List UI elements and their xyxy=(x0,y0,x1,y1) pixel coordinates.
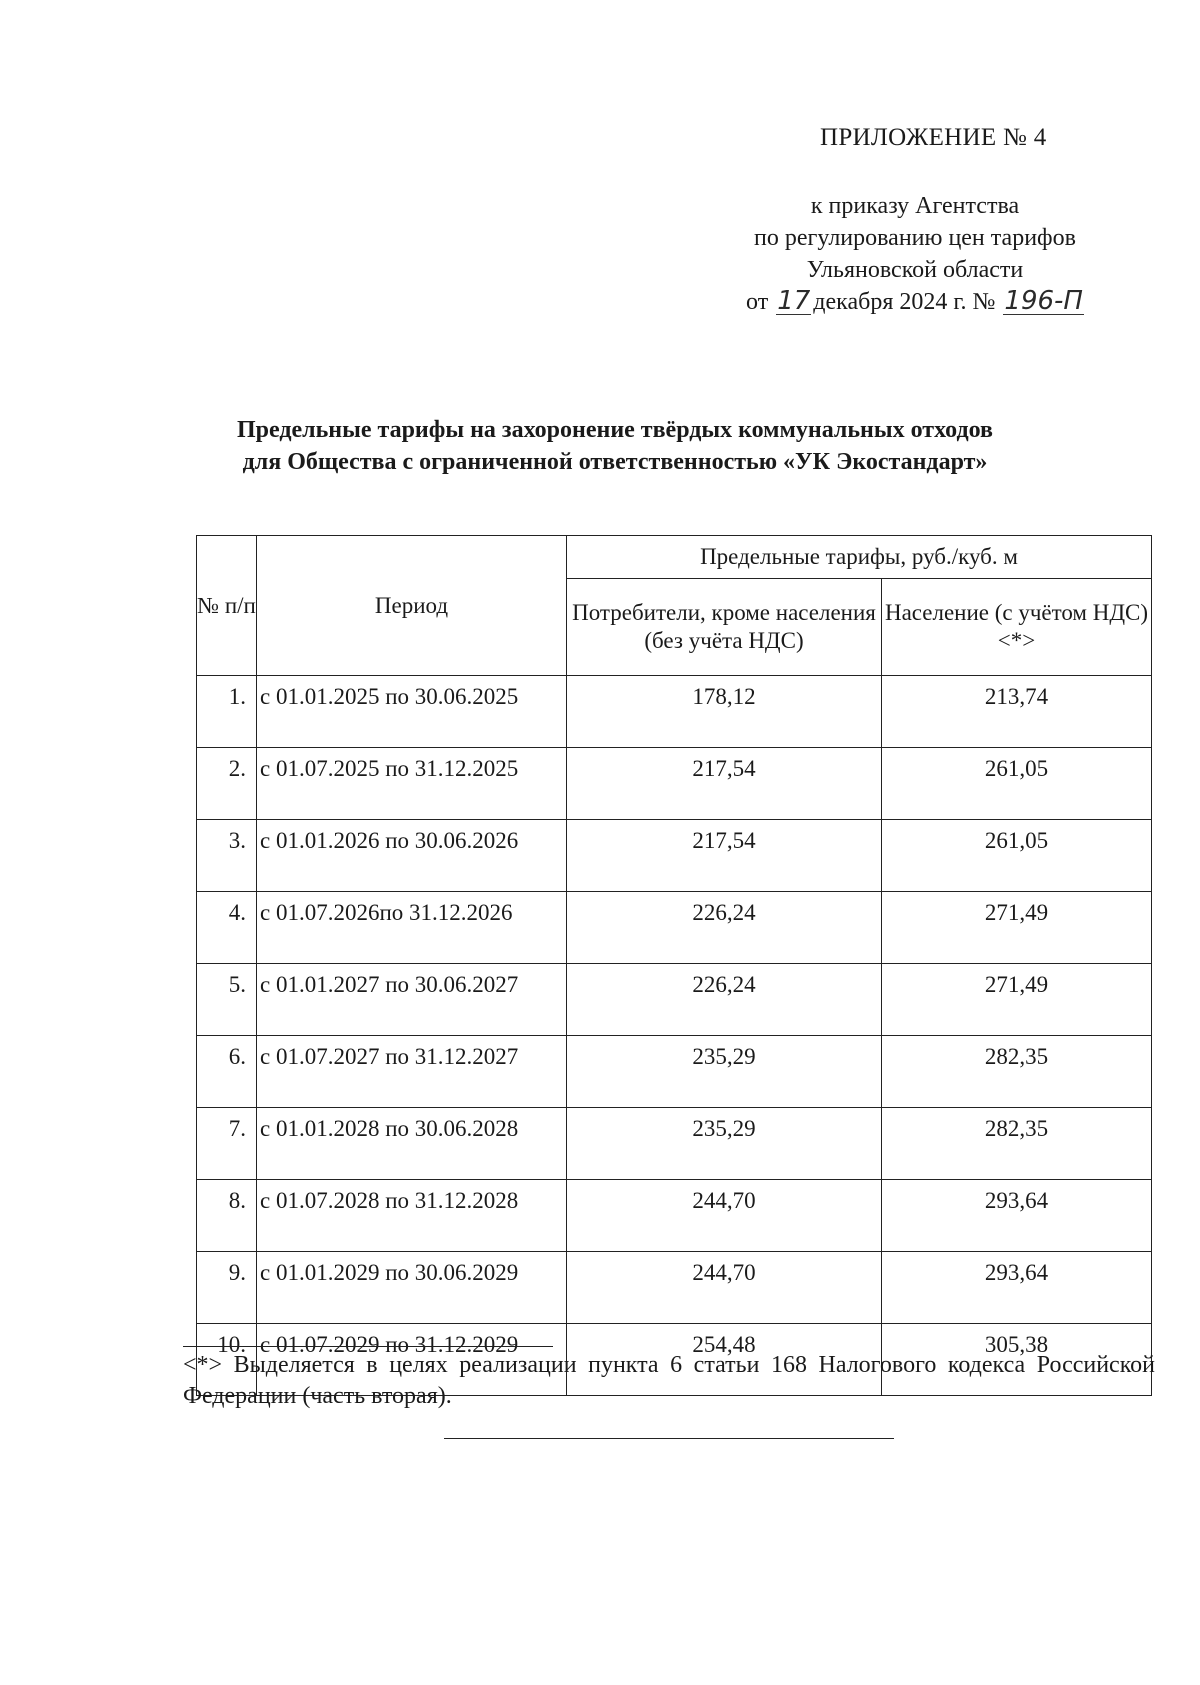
tariffs-table xyxy=(196,535,1152,1396)
row-population-tariff: 213,74 xyxy=(882,676,1152,748)
row-number: 5. xyxy=(197,964,257,1036)
table-row xyxy=(197,1036,1152,1108)
order-reference-line: Ульяновской области xyxy=(806,257,1024,283)
order-reference xyxy=(700,190,1130,318)
row-period: с 01.01.2029 по 30.06.2029 xyxy=(257,1252,567,1324)
row-period: с 01.01.2027 по 30.06.2027 xyxy=(257,964,567,1036)
row-number: 8. xyxy=(197,1180,257,1252)
column-header-number: № п/п xyxy=(197,536,257,676)
row-consumers-tariff: 217,54 xyxy=(567,748,882,820)
row-period: с 01.01.2025 по 30.06.2025 xyxy=(257,676,567,748)
row-population-tariff: 293,64 xyxy=(882,1252,1152,1324)
column-header-population: Население (с учётом НДС)<*> xyxy=(882,579,1152,676)
row-population-tariff: 261,05 xyxy=(882,748,1152,820)
table-row xyxy=(197,964,1152,1036)
row-consumers-tariff: 244,70 xyxy=(567,1252,882,1324)
footnote: <*> Выделяется в целях реализации пункта 6 статьи 168 Налогового кодекса Российской Федерации (часть вторая). xyxy=(183,1352,1155,1409)
row-number: 1. xyxy=(197,676,257,748)
row-period: с 01.07.2028 по 31.12.2028 xyxy=(257,1180,567,1252)
table-row xyxy=(197,676,1152,748)
row-consumers-tariff: 235,29 xyxy=(567,1108,882,1180)
document-title xyxy=(150,414,1080,478)
row-consumers-tariff: 226,24 xyxy=(567,892,882,964)
row-period: с 01.07.2027 по 31.12.2027 xyxy=(257,1036,567,1108)
column-header-period: Период xyxy=(257,536,567,676)
date-prefix: от xyxy=(746,289,769,315)
row-number: 10. xyxy=(197,1324,257,1396)
row-period: с 01.07.2029 по 31.12.2029 xyxy=(257,1324,567,1396)
row-consumers-tariff: 235,29 xyxy=(567,1036,882,1108)
row-period: с 01.01.2026 по 30.06.2026 xyxy=(257,820,567,892)
document-title-line: Предельные тарифы на захоронение твёрдых коммунальных отходов xyxy=(236,417,993,443)
order-date-line xyxy=(700,286,1130,318)
row-period: с 01.07.2026по 31.12.2026 xyxy=(257,892,567,964)
column-header-consumers: Потребители, кроме населения (без учёта НДС) xyxy=(567,579,882,676)
order-reference-line: к приказу Агентства xyxy=(810,193,1020,219)
end-divider xyxy=(444,1438,894,1439)
row-period: с 01.07.2025 по 31.12.2025 xyxy=(257,748,567,820)
row-population-tariff: 305,38 xyxy=(882,1324,1152,1396)
row-number: 4. xyxy=(197,892,257,964)
row-number: 3. xyxy=(197,820,257,892)
handwritten-day: 17 xyxy=(777,286,811,316)
row-consumers-tariff: 178,12 xyxy=(567,676,882,748)
order-reference-line: по регулированию цен тарифов xyxy=(754,225,1076,251)
row-population-tariff: 261,05 xyxy=(882,820,1152,892)
column-group-header: Предельные тарифы, руб./куб. м xyxy=(567,536,1152,579)
table-row xyxy=(197,820,1152,892)
table-row xyxy=(197,1108,1152,1180)
row-consumers-tariff: 217,54 xyxy=(567,820,882,892)
table-row xyxy=(197,1180,1152,1252)
row-period: с 01.01.2028 по 30.06.2028 xyxy=(257,1108,567,1180)
footnote-divider xyxy=(183,1346,553,1347)
row-population-tariff: 293,64 xyxy=(882,1180,1152,1252)
table-row xyxy=(197,748,1152,820)
row-population-tariff: 282,35 xyxy=(882,1036,1152,1108)
row-number: 6. xyxy=(197,1036,257,1108)
row-consumers-tariff: 254,48 xyxy=(567,1324,882,1396)
row-consumers-tariff: 244,70 xyxy=(567,1180,882,1252)
date-rest: декабря 2024 г. № xyxy=(813,289,996,315)
document-title-line: для Общества с ограниченной ответственностью «УК Экостандарт» xyxy=(242,449,988,475)
row-number: 2. xyxy=(197,748,257,820)
table-row xyxy=(197,1252,1152,1324)
appendix-title: ПРИЛОЖЕНИЕ № 4 xyxy=(820,124,1047,151)
handwritten-order-number: 196-П xyxy=(1004,286,1083,316)
row-population-tariff: 282,35 xyxy=(882,1108,1152,1180)
table-row xyxy=(197,892,1152,964)
row-number: 9. xyxy=(197,1252,257,1324)
row-consumers-tariff: 226,24 xyxy=(567,964,882,1036)
row-population-tariff: 271,49 xyxy=(882,964,1152,1036)
row-population-tariff: 271,49 xyxy=(882,892,1152,964)
row-number: 7. xyxy=(197,1108,257,1180)
